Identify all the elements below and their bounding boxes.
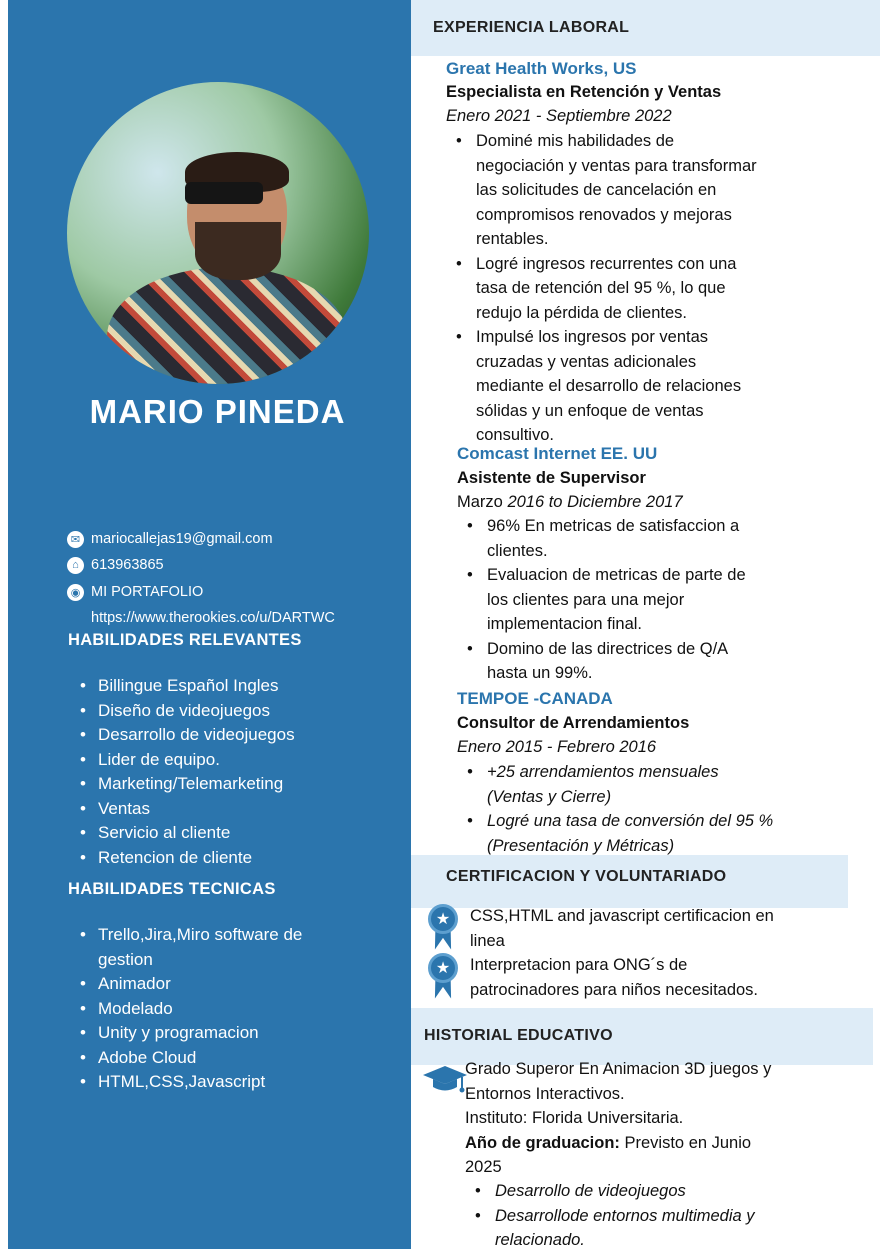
page-margin — [0, 0, 8, 1249]
list-item: • Impulsé los ingresos por ventas cruzadas y ventas adicionales mediante el desarrollo de relaciones sólidas y un enfoque de ventas consultivo. — [446, 325, 766, 448]
technical-skills-list — [80, 923, 325, 1095]
graduation-value: Previsto en Junio 2025 — [465, 1133, 752, 1176]
graduation-line — [465, 1131, 785, 1180]
list-item: • Marketing/Telemarketing — [80, 772, 330, 797]
photo-sunglasses — [185, 182, 263, 204]
certification-item — [425, 953, 790, 1002]
institute-value: Florida Universitaria. — [527, 1109, 684, 1127]
portfolio-label[interactable]: MI PORTAFOLIO — [91, 584, 204, 600]
certifications-heading: CERTIFICACION Y VOLUNTARIADO — [446, 868, 727, 885]
job-bullets — [457, 514, 767, 686]
email-text[interactable]: mariocallejas19@gmail.com — [91, 531, 273, 547]
job-dates-month: Marzo — [457, 493, 508, 511]
list-item: • Servicio al cliente — [80, 821, 330, 846]
job-bullets — [446, 129, 766, 448]
list-item: • Trello,Jira,Miro software de gestion — [80, 923, 325, 972]
institute-label: Instituto: — [465, 1109, 528, 1127]
contact-email[interactable] — [67, 529, 273, 549]
list-item: • Desarrollode entornos multimedia y relacionado. — [465, 1204, 795, 1249]
certification-text: CSS,HTML and javascript certificacion en linea — [470, 907, 774, 950]
list-item: • Evaluacion de metricas de parte de los clientes para una mejor implementacion final. — [457, 563, 767, 637]
list-item: • Animador — [80, 972, 325, 997]
graduation-cap-icon — [422, 1062, 468, 1096]
degree-text: Grado Superor En Animacion 3D juegos y Entornos Interactivos. — [465, 1060, 772, 1103]
list-item: • Dominé mis habilidades de negociación y ventas para transformar las solicitudes de cancelación en compromisos renovados y mejoras rentables. — [446, 129, 766, 252]
list-item: • Domino de las directrices de Q/A hasta un 99%. — [457, 637, 767, 686]
institute-line — [465, 1106, 785, 1131]
portfolio-url[interactable]: https://www.therookies.co/u/DARTWC — [91, 610, 335, 626]
candidate-name: MARIO PINEDA — [89, 393, 346, 430]
eye-icon: ◉ — [67, 584, 84, 601]
education-heading: HISTORIAL EDUCATIVO — [424, 1027, 613, 1044]
photo-shirt — [107, 267, 347, 384]
list-item: • Modelado — [80, 997, 325, 1022]
list-item: • +25 arrendamientos mensuales (Ventas y Cierre) — [457, 760, 777, 809]
job-role: Asistente de Supervisor — [457, 469, 646, 487]
contact-portfolio[interactable] — [67, 582, 203, 602]
award-ribbon-icon: ★ — [425, 953, 461, 1001]
photo-beard — [195, 222, 281, 280]
certification-item — [425, 904, 790, 953]
job-company: Comcast Internet EE. UU — [457, 444, 658, 463]
job-role: Especialista en Retención y Ventas — [446, 83, 722, 101]
graduation-label: Año de graduacion: — [465, 1133, 620, 1152]
technical-skills-heading: HABILIDADES TECNICAS — [68, 880, 276, 898]
list-item: • Billingue Español Ingles — [80, 674, 330, 699]
job-dates: Enero 2015 - Febrero 2016 — [457, 738, 657, 756]
relevant-skills-list — [80, 674, 330, 870]
list-item: • Unity y programacion — [80, 1021, 325, 1046]
list-item: • Logré ingresos recurrentes con una tasa de retención del 95 %, lo que redujo la pérdida de clientes. — [446, 252, 766, 326]
award-ribbon-icon: ★ — [425, 904, 461, 952]
job-dates — [457, 493, 683, 512]
contact-phone[interactable] — [67, 555, 164, 575]
list-item: • Logré una tasa de conversión del 95 % (Presentación y Métricas) — [457, 809, 777, 858]
profile-photo — [67, 82, 369, 384]
education-bullets — [465, 1179, 795, 1249]
list-item: • Ventas — [80, 797, 330, 822]
list-item: • 96% En metricas de satisfaccion a clientes. — [457, 514, 767, 563]
job-dates-range: 2016 to Diciembre 2017 — [507, 493, 683, 511]
list-item: • Retencion de cliente — [80, 846, 330, 871]
job-company: TEMPOE -CANADA — [457, 689, 613, 708]
list-item: • HTML,CSS,Javascript — [80, 1070, 325, 1095]
home-icon: ⌂ — [67, 557, 84, 574]
list-item: • Adobe Cloud — [80, 1046, 325, 1071]
relevant-skills-heading: HABILIDADES RELEVANTES — [68, 631, 302, 649]
email-icon: ✉ — [67, 531, 84, 548]
list-item: • Desarrollo de videojuegos — [80, 723, 330, 748]
list-item: • Diseño de videojuegos — [80, 699, 330, 724]
list-item: • Lider de equipo. — [80, 748, 330, 773]
job-dates: Enero 2021 - Septiembre 2022 — [446, 107, 672, 125]
education-details — [465, 1057, 785, 1180]
job-role: Consultor de Arrendamientos — [457, 714, 690, 732]
job-bullets — [457, 760, 777, 858]
job-company: Great Health Works, US — [446, 59, 637, 78]
certification-text: Interpretacion para ONG´s de patrocinadores para niños necesitados. — [470, 956, 759, 999]
list-item: • Desarrollo de videojuegos — [465, 1179, 795, 1204]
experience-heading: EXPERIENCIA LABORAL — [433, 19, 630, 36]
phone-text[interactable]: 613963865 — [91, 557, 164, 573]
